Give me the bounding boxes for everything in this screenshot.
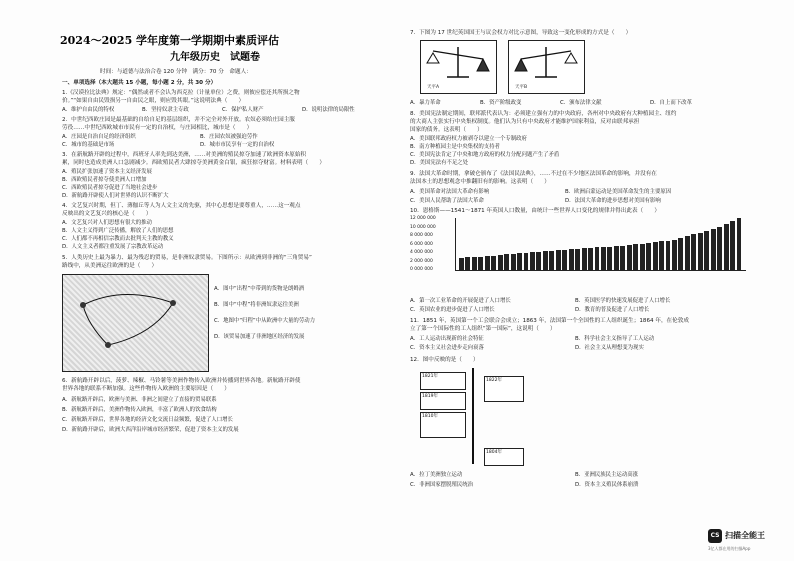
chart-bar xyxy=(691,234,696,270)
q11-option-c: C．资本主义社会进步走向衰落 xyxy=(410,345,484,351)
q6-option-a: A．新航路开辟后，欧洲与美洲、非洲之间建立了直接的贸易联系 xyxy=(62,397,217,403)
question-6-cont: 世界各地的联系不断加强。这些作物传入欧洲的主要原因是（ ） xyxy=(62,386,230,392)
chart-bar xyxy=(472,257,477,270)
chart-bar xyxy=(556,250,561,270)
question-3-cont: 累，同时也造成美洲人口急剧减少。西欧殖民者大肆掠夺美洲黄金白银，疯狂掠夺财富。材料表明（ ） xyxy=(62,160,325,166)
question-8-cont: 的大商人主张实行中央集权制度。他们认为只有中央政府才能维护国家利益，反对由联邦承担 xyxy=(410,119,640,125)
question-6: 6．新航路开辟以后，菠萝、辣椒、马铃薯等美洲作物传入欧洲并传播到世界各地。新航路开辟使 xyxy=(62,378,301,384)
question-1: 1.《汉谟拉比法典》规定：“偶然或者不会认为西克拉（计量单位）之费，则彼应偿还其所损之物 xyxy=(62,90,300,96)
chart-y-tick: 6 000 000 xyxy=(410,241,433,247)
q5-option-b: B．图中“中程”将非洲奴隶运往美洲 xyxy=(214,302,299,308)
q8-option-b: B．南方种植园主是中央集权的支持者 xyxy=(410,144,500,150)
chart-bar xyxy=(524,253,529,270)
timeline-date-3: 1819年 xyxy=(422,394,438,399)
question-4-cont: 反映出的文艺复兴的核心是（ ） xyxy=(62,211,152,217)
timeline-event-3 xyxy=(420,392,466,410)
chart-y-tick: 2 000 000 xyxy=(410,258,433,264)
timeline-event-2 xyxy=(484,376,524,402)
question-12: 12．图中反映的是（ ） xyxy=(410,357,479,363)
timeline-axis xyxy=(472,368,474,464)
q1-option-a: A．维护自由民的特权 xyxy=(62,107,115,113)
q2-option-a: A．庄园是自治自足的经济组织 xyxy=(62,134,136,140)
q9-option-a: A．美国革命对法国大革命有影响 xyxy=(410,189,490,195)
chart-bar xyxy=(543,251,548,270)
q9-option-b: B．欧洲启蒙运动是美国革命发生的主要原因 xyxy=(565,189,672,195)
chart-bar xyxy=(685,236,690,270)
q3-option-d: D．新航路开辟使人们对世界的认识不断扩大 xyxy=(62,193,169,199)
question-11: 11．1851 年，英国第一个工会联合会成立；1863 年，法国第一个全国性的工人组织诞生；1864 年，在伦敦成 xyxy=(410,318,689,324)
section-heading: 一、单项选择（本大题共 15 小题，每小题 2 分，共 30 分） xyxy=(62,80,217,86)
exam-subtitle: 九年级历史 试题卷 xyxy=(170,52,260,63)
q1-option-b: B．坚持奴隶主专政 xyxy=(142,107,189,113)
chart-bar xyxy=(730,221,735,270)
chart-bar xyxy=(517,253,522,270)
timeline-date-4: 1810年 xyxy=(422,414,438,419)
chart-bar xyxy=(536,252,541,270)
q4-option-a: A．文艺复兴对人们思想有很大的推动 xyxy=(62,220,152,226)
timeline-event-5 xyxy=(484,448,524,466)
chart-bar xyxy=(485,256,490,270)
chart-bar xyxy=(549,251,554,271)
chart-bar xyxy=(498,255,503,270)
balance-scale-icon xyxy=(421,41,496,81)
q8-option-c: C．美国宪法肯定了中央和地方政府的权力分配问题产生了矛盾 xyxy=(410,152,560,158)
q8-option-a: A．美国联邦政府权力被剥夺以建立一个专制政府 xyxy=(410,136,527,142)
question-1-cont: 价。”“如果自由民毁损另一自由民之眼，则应毁其眼。”这说明法典（ ） xyxy=(62,98,245,104)
q12-option-d: D．资本主义殖民体系崩溃 xyxy=(575,482,639,488)
scanner-tagline: 3亿人都在用的扫描App xyxy=(708,546,751,551)
chart-y-tick: 12 000 000 xyxy=(410,216,436,221)
chart-bar xyxy=(698,233,703,270)
chart-bar xyxy=(511,254,516,270)
q7-option-a: A．暴力革命 xyxy=(410,100,441,106)
chart-bar xyxy=(633,244,638,270)
question-8: 8．美国宪法制定期间，联邦派代表认为：必须建立强有力的中央政府，各州对中央政府有大种植园主、纽约 xyxy=(410,111,677,117)
question-7: 7．下图为 17 世纪英国国王与议会权力对比示意图，导致这一变化形成的方式是（ ） xyxy=(410,30,632,36)
q12-option-a: A．拉丁美洲独立运动 xyxy=(410,472,463,478)
scale-b-label: 天平B xyxy=(515,85,528,90)
q7-option-b: B．资产阶级政变 xyxy=(480,100,522,106)
q2-option-d: D．城市市民享有一定的自治权 xyxy=(200,142,275,148)
timeline-event-4 xyxy=(420,412,466,438)
chart-y-tick: 8 000 000 xyxy=(410,233,433,238)
chart-bar xyxy=(614,246,619,270)
chart-bar xyxy=(666,241,671,270)
exam-title: 2024～2025 学年度第一学期期中素质评估 xyxy=(60,34,280,47)
scanner-logo-icon: CS xyxy=(708,529,722,543)
chart-bar xyxy=(530,252,535,270)
chart-bar xyxy=(704,231,709,270)
q12-option-b: B．亚洲民族民主运动高涨 xyxy=(575,472,638,478)
chart-bar xyxy=(588,248,593,270)
q10-option-c: C．英国农业的进步促进了人口增长 xyxy=(410,307,495,313)
question-10: 10．恩格斯——1541～1871 年英国人口数量，由统计一些世界人口变化的规律并得出此表（ ） xyxy=(410,208,660,214)
chart-bar xyxy=(478,257,483,270)
question-2: 2．中世纪西欧庄园是最基础的自给自足的基层组织，并不完全对外开放。农奴必须给庄园主服 xyxy=(62,117,295,123)
exam-info: 时间：与道德与法治合卷 120 分钟 满分：70 分 命题人： xyxy=(100,69,252,75)
chart-bar xyxy=(627,245,632,270)
chart-bar xyxy=(678,238,683,270)
question-2-cont: 劳役……中世纪西欧城市市民有一定的自治权，与庄园相比，城市是（ ） xyxy=(62,125,253,131)
timeline-date-5: 1804年 xyxy=(486,450,502,455)
chart-bar xyxy=(659,241,664,270)
chart-plot-area xyxy=(455,218,746,271)
q9-option-c: C．美国人民帮助了法国大革命 xyxy=(410,198,484,204)
chart-bar xyxy=(601,247,606,270)
q6-option-d: D．新航路开辟后，欧洲大西洋沿岸城市经济繁荣，促进了资本主义的发展 xyxy=(62,427,239,433)
chart-bar xyxy=(640,244,645,270)
question-8-cont2: 国家的债务。这表明（ ） xyxy=(410,127,483,133)
timeline-date-1: 1821年 xyxy=(422,374,438,379)
q5-option-a: A．图中“出程”中带到的货物是朗姆酒 xyxy=(214,286,305,292)
chart-bar xyxy=(562,250,567,270)
chart-bar xyxy=(646,243,651,270)
question-11-cont: 立了第一个国际性的工人组织“第一国际”，这说明（ ） xyxy=(410,326,556,332)
chart-y-tick: 10 000 000 xyxy=(410,224,436,230)
chart-bar xyxy=(653,242,658,270)
balance-scale-icon xyxy=(509,41,584,81)
chart-y-tick: 0 000 000 xyxy=(410,267,433,272)
q8-option-d: D．美国宪法有不足之处 xyxy=(410,160,469,166)
q5-option-c: C．地图中“归程”中从欧洲中大量的劳动力 xyxy=(214,318,315,324)
scanner-app-name: 扫描全能王 xyxy=(725,531,765,540)
q2-option-c: C．城市的基础是市场 xyxy=(62,142,115,148)
chart-bar xyxy=(465,257,470,270)
q1-option-c: C．保护私人财产 xyxy=(222,107,264,113)
question-5: 5．人类历史上最为暴力、最为残忍的贸易，是非洲奴隶贸易。下图所示：从欧洲到非洲的“三角贸易” xyxy=(62,255,312,261)
q4-option-c: C．人们都不再相信宗教而去批判天主教的教义 xyxy=(62,236,174,242)
q7-option-d: D．自上而下改革 xyxy=(650,100,692,106)
scale-a-label: 天平A xyxy=(427,85,440,90)
triangle-trade-map xyxy=(62,274,209,372)
question-9: 9．法国大革命时期，拿破仑颁布了《法国民法典》，……不过在不少地区法国革命的影响，并没有在 xyxy=(410,171,657,177)
chart-bar xyxy=(672,240,677,270)
chart-bar xyxy=(582,248,587,270)
chart-bar xyxy=(575,249,580,270)
map-route-icon xyxy=(63,275,208,371)
q3-option-a: A．殖民扩张加速了资本主义经济发展 xyxy=(62,169,152,175)
chart-bar xyxy=(595,247,600,270)
q6-option-b: B．新航路开辟后，美洲作物传入欧洲，丰富了欧洲人的饮食结构 xyxy=(62,407,217,413)
chart-bar xyxy=(569,249,574,270)
q11-option-d: D．社会主义从理想变为现实 xyxy=(575,345,644,351)
q10-option-b: B．英国医学的快速发展促进了人口增长 xyxy=(575,298,671,304)
timeline-event-1 xyxy=(420,372,466,390)
q5-option-d: D．该贸易加速了非洲地区经济的发展 xyxy=(214,334,305,340)
chart-bar xyxy=(620,246,625,270)
timeline-date-2: 1822年 xyxy=(486,378,502,383)
scale-figure-b xyxy=(508,40,585,94)
q11-option-b: B．科学社会主义指导了工人运动 xyxy=(575,336,655,342)
chart-bar xyxy=(607,247,612,270)
question-3: 3．在新航路开辟的过程中，西班牙人率先到达美洲，……对美洲的殖民掠夺加速了欧洲资本原始积 xyxy=(62,152,307,158)
q3-option-c: C．西欧殖民者掠夺促进了当地社会进步 xyxy=(62,185,158,191)
chart-bar xyxy=(711,229,716,270)
q3-option-b: B．西欧殖民者掠夺使美洲人口增加 xyxy=(62,177,147,183)
q12-option-c: C．非洲国家摆脱殖民统治 xyxy=(410,482,474,488)
scale-figure-a xyxy=(420,40,497,94)
q4-option-b: B．人文主义得到广泛传播，解放了人们的思想 xyxy=(62,228,174,234)
chart-bar xyxy=(717,227,722,270)
q11-option-a: A．工人运动出现新的社会特征 xyxy=(410,336,484,342)
chart-bar xyxy=(724,224,729,270)
chart-y-tick: 4 000 000 xyxy=(410,250,433,255)
q10-option-d: D．教育的普及促进了人口增长 xyxy=(575,307,650,313)
q2-option-b: B．庄园农奴被强迫劳作 xyxy=(200,134,258,140)
q10-option-a: A．第一次工业革命的开展促进了人口增长 xyxy=(410,298,511,304)
question-4: 4．文艺复兴时期，但丁、薄伽丘等人为人文主义的先驱，其中心思想是要尊重人，……这一观点 xyxy=(62,203,301,209)
chart-bar xyxy=(459,258,464,270)
q1-option-d: D．说明法律的局限性 xyxy=(302,107,355,113)
q4-option-d: D．人文主义者都注重发展了宗教改革运动 xyxy=(62,244,164,250)
chart-bar xyxy=(737,218,742,270)
q7-option-c: C．颁布法律文献 xyxy=(560,100,602,106)
chart-bar xyxy=(491,256,496,270)
chart-bar xyxy=(504,254,509,270)
q9-option-d: D．法国大革命的进步思想对美国有影响 xyxy=(565,198,661,204)
q6-option-c: C．新航路开辟后，世界各地的经济文化交流日益频繁，促进了人口增长 xyxy=(62,417,233,423)
question-5-cont: 路线中，从美洲运往欧洲的是（ ） xyxy=(62,263,158,269)
question-9-cont: 法国本土的思想观念中推翻旧有的影响。这表明（ ） xyxy=(410,179,550,185)
